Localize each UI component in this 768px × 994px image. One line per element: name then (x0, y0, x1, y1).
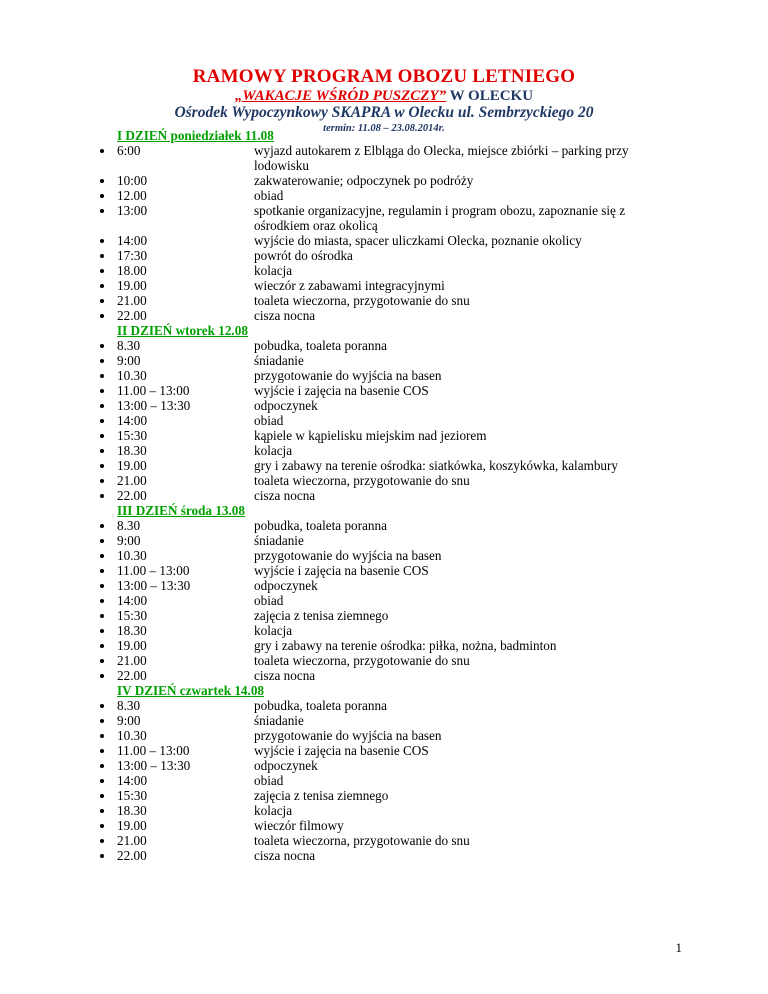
item-time: 22.00 (117, 848, 147, 863)
schedule-item (0, 338, 768, 353)
schedule-item (0, 548, 768, 563)
item-time: 10.30 (117, 728, 147, 743)
item-time: 21.00 (117, 473, 147, 488)
bullet-icon (0, 698, 117, 713)
bullet-icon (0, 458, 117, 473)
schedule-item (0, 638, 768, 653)
schedule-item (0, 143, 768, 173)
schedule-item (0, 563, 768, 578)
camp-name-line (0, 88, 768, 105)
bullet-icon (0, 743, 117, 758)
item-description: obiad (254, 188, 284, 203)
bullet-icon (0, 398, 117, 413)
bullet-icon (0, 713, 117, 728)
bullet-icon (0, 608, 117, 623)
bullet-icon (0, 248, 117, 263)
item-description: cisza nocna (254, 488, 316, 503)
schedule-item (0, 713, 768, 728)
bullet-icon (0, 263, 117, 278)
item-time: 19.00 (117, 458, 147, 473)
item-description: obiad (254, 593, 284, 608)
bullet-icon (0, 848, 117, 863)
item-description: śniadanie (254, 713, 304, 728)
item-time: 22.00 (117, 668, 147, 683)
venue-line: Ośrodek Wypoczynkowy SKAPRA w Olecku ul. Sembrzyckiego 20 (174, 104, 594, 121)
item-time: 13:00 (117, 203, 148, 218)
schedule-item (0, 248, 768, 263)
item-description: zajęcia z tenisa ziemnego (254, 788, 389, 803)
schedule-item (0, 413, 768, 428)
item-time: 8.30 (117, 338, 141, 353)
bullet-icon (0, 593, 117, 608)
schedule-item (0, 308, 768, 323)
item-time: 21.00 (117, 293, 147, 308)
schedule-item (0, 653, 768, 668)
item-time: 15:30 (117, 428, 148, 443)
bullet-icon (0, 638, 117, 653)
item-time: 8.30 (117, 698, 141, 713)
item-description: kolacja (254, 443, 293, 458)
item-description: śniadanie (254, 353, 304, 368)
day-heading: II DZIEŃ wtorek 12.08 (117, 323, 248, 338)
bullet-icon (0, 728, 117, 743)
item-time: 22.00 (117, 488, 147, 503)
schedule-item (0, 728, 768, 743)
bullet-icon (0, 563, 117, 578)
bullet-icon (0, 653, 117, 668)
bullet-icon (0, 293, 117, 308)
bullet-icon (0, 353, 117, 368)
item-time: 12.00 (117, 188, 147, 203)
item-description: obiad (254, 773, 284, 788)
item-description: powrót do ośrodka (254, 248, 353, 263)
item-time: 15:30 (117, 608, 148, 623)
item-time: 18.30 (117, 443, 147, 458)
schedule-item (0, 188, 768, 203)
item-description: odpoczynek (254, 578, 318, 593)
schedule-item (0, 578, 768, 593)
item-time: 11.00 – 13:00 (117, 383, 190, 398)
item-time: 13:00 – 13:30 (117, 758, 191, 773)
item-description: śniadanie (254, 533, 304, 548)
bullet-icon (0, 203, 117, 233)
schedule-item (0, 428, 768, 443)
item-description: gry i zabawy na terenie ośrodka: siatkówka, koszykówka, kalambury (254, 458, 619, 473)
bullet-icon (0, 428, 117, 443)
item-time: 21.00 (117, 833, 147, 848)
schedule-item (0, 818, 768, 833)
item-description: odpoczynek (254, 398, 318, 413)
item-description: przygotowanie do wyjścia na basen (254, 368, 442, 383)
item-time: 21.00 (117, 653, 147, 668)
item-description: gry i zabawy na terenie ośrodka: piłka, nożna, badminton (254, 638, 557, 653)
item-description: toaleta wieczorna, przygotowanie do snu (254, 293, 470, 308)
bullet-icon (0, 818, 117, 833)
bullet-icon (0, 548, 117, 563)
item-time: 18.30 (117, 803, 147, 818)
item-time: 18.00 (117, 263, 147, 278)
schedule-item (0, 698, 768, 713)
item-time: 19.00 (117, 278, 147, 293)
item-description: wyjście i zajęcia na basenie COS (254, 563, 429, 578)
bullet-icon (0, 383, 117, 398)
bullet-icon (0, 518, 117, 533)
bullet-icon (0, 773, 117, 788)
item-time: 19.00 (117, 638, 147, 653)
dates-line: termin: 11.08 – 23.08.2014r. (323, 123, 445, 134)
schedule-item (0, 533, 768, 548)
item-description: wyjście do miasta, spacer uliczkami Olecka, poznanie okolicy (254, 233, 582, 248)
item-description: kolacja (254, 263, 293, 278)
item-description: wyjście i zajęcia na basenie COS (254, 383, 429, 398)
bullet-icon (0, 443, 117, 458)
schedule-item (0, 518, 768, 533)
page-number: 1 (675, 940, 682, 955)
schedule-item (0, 668, 768, 683)
item-description: zakwaterowanie; odpoczynek po podróży (254, 173, 474, 188)
item-time: 10:00 (117, 173, 148, 188)
item-description: wieczór z zabawami integracyjnymi (254, 278, 445, 293)
bullet-icon (0, 173, 117, 188)
bullet-icon (0, 473, 117, 488)
schedule-item (0, 758, 768, 773)
item-description: toaleta wieczorna, przygotowanie do snu (254, 833, 470, 848)
bullet-icon (0, 233, 117, 248)
camp-name: „WAKACJE WŚRÓD PUSZCZY” (234, 88, 447, 104)
document-title: RAMOWY PROGRAM OBOZU LETNIEGO (192, 66, 576, 87)
item-time: 9:00 (117, 353, 141, 368)
item-time: 14:00 (117, 593, 148, 608)
item-description: pobudka, toaleta poranna (254, 698, 387, 713)
item-time: 14:00 (117, 773, 148, 788)
item-time: 17:30 (117, 248, 148, 263)
item-time: 15:30 (117, 788, 148, 803)
bullet-icon (0, 578, 117, 593)
item-time: 13:00 – 13:30 (117, 398, 191, 413)
bullet-icon (0, 533, 117, 548)
bullet-icon (0, 668, 117, 683)
item-description: kolacja (254, 623, 293, 638)
schedule-item (0, 278, 768, 293)
day-heading: IV DZIEŃ czwartek 14.08 (117, 683, 265, 698)
bullet-icon (0, 803, 117, 818)
item-description: kąpiele w kąpielisku miejskim nad jeziorem (254, 428, 487, 443)
item-description: wieczór filmowy (254, 818, 344, 833)
schedule-item (0, 293, 768, 308)
item-time: 13:00 – 13:30 (117, 578, 191, 593)
item-description: przygotowanie do wyjścia na basen (254, 548, 442, 563)
item-description: wyjazd autokarem z Elbląga do Olecka, miejsce zbiórki – parking przy lodowisku (254, 143, 629, 173)
schedule-item (0, 623, 768, 638)
item-description: obiad (254, 413, 284, 428)
item-description: cisza nocna (254, 308, 316, 323)
item-time: 11.00 – 13:00 (117, 563, 190, 578)
schedule-item (0, 263, 768, 278)
schedule-item (0, 743, 768, 758)
schedule-item (0, 173, 768, 188)
schedule-item (0, 398, 768, 413)
bullet-icon (0, 188, 117, 203)
item-description: odpoczynek (254, 758, 318, 773)
item-description: spotkanie organizacyjne, regulamin i program obozu, zapoznanie się z ośrodkiem oraz okolicą (254, 203, 626, 233)
schedule-item (0, 788, 768, 803)
item-time: 10.30 (117, 368, 147, 383)
bullet-icon (0, 308, 117, 323)
item-description: toaleta wieczorna, przygotowanie do snu (254, 473, 470, 488)
schedule-item (0, 848, 768, 863)
item-time: 6:00 (117, 143, 141, 158)
schedule-item (0, 773, 768, 788)
day-heading: III DZIEŃ środa 13.08 (117, 503, 245, 518)
schedule-item (0, 203, 768, 233)
item-time: 14:00 (117, 233, 148, 248)
item-time: 8.30 (117, 518, 141, 533)
schedule-item (0, 383, 768, 398)
schedule-item (0, 233, 768, 248)
bullet-icon (0, 788, 117, 803)
bullet-icon (0, 758, 117, 773)
bullet-icon (0, 833, 117, 848)
item-description: cisza nocna (254, 668, 316, 683)
schedule-item (0, 443, 768, 458)
item-time: 10.30 (117, 548, 147, 563)
item-time: 9:00 (117, 533, 141, 548)
schedule-item (0, 458, 768, 473)
item-description: przygotowanie do wyjścia na basen (254, 728, 442, 743)
day-heading: I DZIEŃ poniedziałek 11.08 (117, 128, 274, 143)
item-description: pobudka, toaleta poranna (254, 338, 387, 353)
schedule-item (0, 353, 768, 368)
camp-location: W OLECKU (446, 88, 534, 104)
bullet-icon (0, 368, 117, 383)
item-time: 19.00 (117, 818, 147, 833)
item-time: 22.00 (117, 308, 147, 323)
schedule (0, 128, 768, 863)
item-time: 14:00 (117, 413, 148, 428)
schedule-item (0, 368, 768, 383)
bullet-icon (0, 623, 117, 638)
item-time: 9:00 (117, 713, 141, 728)
item-description: kolacja (254, 803, 293, 818)
bullet-icon (0, 488, 117, 503)
item-description: wyjście i zajęcia na basenie COS (254, 743, 429, 758)
schedule-item (0, 833, 768, 848)
item-description: pobudka, toaleta poranna (254, 518, 387, 533)
schedule-item (0, 473, 768, 488)
item-description: toaleta wieczorna, przygotowanie do snu (254, 653, 470, 668)
bullet-icon (0, 338, 117, 353)
bullet-icon (0, 413, 117, 428)
item-description: zajęcia z tenisa ziemnego (254, 608, 389, 623)
item-time: 18.30 (117, 623, 147, 638)
schedule-item (0, 803, 768, 818)
item-time: 11.00 – 13:00 (117, 743, 190, 758)
item-description: cisza nocna (254, 848, 316, 863)
schedule-item (0, 488, 768, 503)
bullet-icon (0, 278, 117, 293)
schedule-item (0, 593, 768, 608)
bullet-icon (0, 143, 117, 173)
schedule-item (0, 608, 768, 623)
